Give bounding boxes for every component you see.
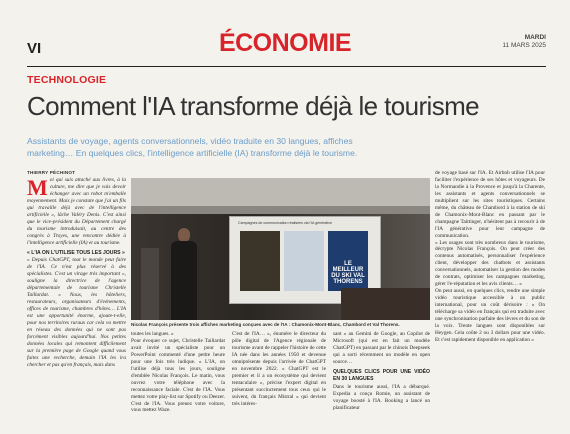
presenter-body <box>171 241 197 320</box>
article-standfirst: Assistants de voyage, agents conversationnels, vidéo traduite en 30 langues, affiches marketing… En quelques clics, l'intelligence artificielle (IA) transforme déjà le tourisme. <box>27 136 358 158</box>
page-number: VI <box>27 40 42 57</box>
article-kicker: TECHNOLOGIE <box>27 74 107 86</box>
column-1-intro: oi qui suis attaché aux livres, à la culture, me dire que je vais devoir échanger avec un robot m'emballe moyennement. Mais je constate que j'ai un fils qui travaille déjà avec de l'intelligence artificielle », lâche Valéry Denis. C'est ainsi que le vice-président du Département chargé du tourisme introduisait, au centre des congrès à Troyes, une rencontre dédiée à l'intelligence artificielle (IA) et au tourisme. <box>27 177 126 246</box>
header-rule <box>27 66 546 67</box>
column-4-subhead: QUELQUES CLICS POUR UNE VIDÉO EN 30 LANGUES <box>333 368 430 382</box>
audience-chairs <box>341 288 430 320</box>
article-headline: Comment l'IA transforme déjà le tourisme <box>27 91 480 121</box>
presenter-head <box>178 228 190 242</box>
photo-beam <box>131 206 430 214</box>
article-column-5: de voyage basé sur l'IA. Et Airbnb utilise l'IA pour faciliter l'expérience de ses hôtes et voyageurs. De la Normandie à la Provence et jusqu'à la Charente, les assistants et agents conversationnels se multiplient sur les sites touristiques. Certains même, du château de Chambord à la station de ski de Chamonix-Mont-Blanc en passant par le champagne Taittinger, n'hésitent pas à recourir à de l'IA générative pour leur campagne de communication. « Les usages sont très nombreux dans le tourisme, décrypte Nicolas François. On peut créer des contenus automatisés, personnaliser l'expérience client, développer des chatbots et assistants conversationnels, automatiser la gestion des modes de contrats, optimiser les campagnes marketing, gérer l'e-réputation et les avis clients… » On peut aussi, en quelques clics, rendre une simple vidéo touristique accessible à un public international, pour un coût dérisoire : « On télécharge sa vidéo en français qui est traduite avec une synchronisation parfaite des lèvres et du son de la voix. Trente langues sont disponibles sur Heygen. Cela coûte 2 ou 3 dollars pour une vidéo. Et c'est rapidement disponible en application » <box>435 170 545 343</box>
photo-spotlight <box>141 248 159 320</box>
issue-day: MARDI <box>524 34 546 41</box>
photo-caption: Nicolas François présente trois affiches marketing conçues avec de l'IA : Chamonix-Mont-Blanc, Chambord et Val Thorens. <box>131 322 400 327</box>
section-title: ÉCONOMIE <box>218 29 352 57</box>
presenter-figure <box>171 228 197 320</box>
article-column-1 <box>27 177 126 427</box>
column-4-body: sant » au Gemini de Google, au Copilot de Microsoft (qui est en fait un modèle ChatGPT) en passant par le chinois Deepseek qui a sorti récemment un modèle en open source… <box>333 331 430 365</box>
issue-date <box>502 34 546 50</box>
poster-chamonix <box>240 231 280 291</box>
column-1-body: « Depuis ChatGPT, tout le monde peut faire de l'IA. Ce n'est plus réservé à des spécialistes. C'est un virage très important », souligne la directrice de l'agence départementale de tourisme Christelle Taillardat. « Nous, les hôteliers, restaurateurs, organisateurs d'événements, offices de tourisme, chambres d'hôtes… L'IA est une opportunité énorme, ajoute-t-elle, pour nos territoires ruraux car cela va mettre en réseau des données qui ne sont pas forcément visibles aujourd'hui. Nos petites données locales qui remontent difficilement sur la première page de Google quand vous faites une recherche, demain l'IA les ira chercher et pas qu'en français, mais dans <box>27 257 126 368</box>
article-photo <box>131 178 430 320</box>
article-column-3: C'est de l'IA… », énumère le directeur du pôle digital de l'Agence régionale de tourisme avant de rappeler l'histoire de cette IA née dans les années 1950 et devenue omniprésente depuis l'arrivée de ChatGPT en novembre 2022. « ChatGPT est le premier et il a un écosystème qui devient tentaculaire », précise l'expert digital en présentant succinctement tous ceux qui le suivent, du français Mistral « qui devient très intéres- <box>232 331 326 407</box>
article-column-4 <box>333 331 430 428</box>
article-author: THIERRY PÉCHINOT <box>27 170 76 175</box>
column-1-subhead: « L'IA ON L'UTILISE TOUS LES JOURS » <box>27 249 125 256</box>
poster-text: LE MEILLEUR DU SKI VAL THORENS <box>331 261 365 285</box>
column-4-body-2: Dans le tourisme aussi, l'IA a débarqué. Expedia a conçu Romie, un assistant de voyage boosté à l'IA. Booking a lancé un planificateur <box>333 383 430 411</box>
article-column-2: toutes les langues. » Pour évoquer ce sujet, Christelle Taillardat avait invité un spécialiste pour un PowerPoint commenté d'une petite heure pour une fois très ludique. « L'IA, on l'utilise déjà tous les jours, souligne d'emblée Nicolas François. Le matin, vous ouvrez votre téléphone avec la reconnaissance faciale. C'est de l'IA. Vous mettez votre play-list sur Spotify ou Deezer. C'est de l'IA. Vous prenez votre voiture, vous mettez Waze. <box>131 331 225 414</box>
issue-date-value: 11 MARS 2025 <box>502 42 546 49</box>
drop-cap: M <box>27 177 48 200</box>
poster-chambord <box>284 231 324 291</box>
slide-title: Campagnes de communication réalisées via l'IA générative <box>238 221 332 225</box>
